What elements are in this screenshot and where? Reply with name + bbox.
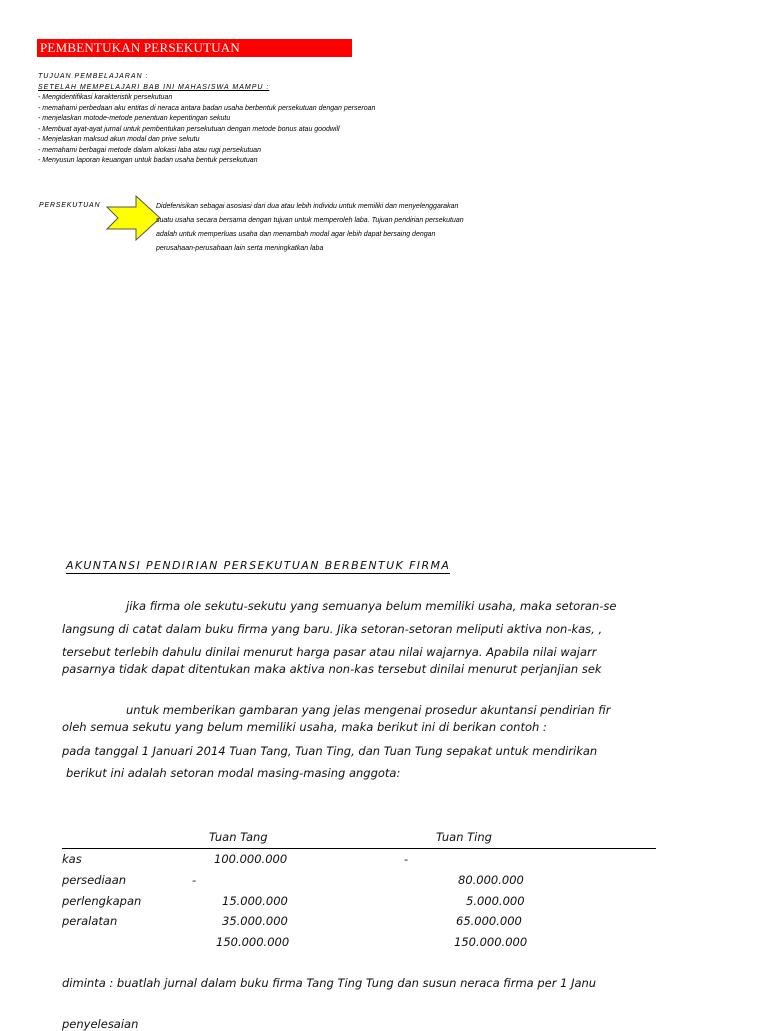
paragraph-line: oleh semua sekutu yang belum memiliki usaha, maka berikut ini di berikan contoh : [62,720,547,734]
objective-item: - memahami berbagai metode dalam alokasi laba atau rugi persekutuan [38,146,261,154]
objectives-subheading: SETELAH MEMPELAJARI BAB INI MAHASISWA MAMPU : [38,83,270,91]
row-label: persediaan [62,873,127,887]
paragraph-line: pada tanggal 1 Januari 2014 Tuan Tang, Tuan Ting, dan Tuan Tung sepakat untuk mendirikan [62,744,598,758]
page-title: PEMBENTUKAN PERSEKUTUAN [40,40,240,55]
cell-tang: 100.000.000 [214,852,288,866]
total-ting: 150.000.000 [454,935,528,949]
column-header-tuan-tang: Tuan Tang [209,830,268,844]
paragraph-line: untuk memberikan gambaran yang jelas mengenai prosedur akuntansi pendirian fir [126,703,611,717]
row-label: kas [62,852,82,866]
definition-line: Didefenisikan sebagai asosiasi dari dua atau lebih individu untuk memiliki dan menyelenggarakan [156,203,459,210]
paragraph-line: pasarnya tidak dapat ditentukan maka aktiva non-kas tersebut dinilai menurut perjanjian sek [62,662,602,676]
cell-ting: 65.000.000 [456,914,522,928]
task-instruction: diminta : buatlah jurnal dalam buku firma Tang Ting Tung dan susun neraca firma per 1 Janu [62,976,597,990]
definition-line: perusahaan-perusahaan lain serta meningkatkan laba [156,245,324,252]
paragraph-line: jika firma ole sekutu-sekutu yang semuanya belum memiliki usaha, maka setoran-se [126,599,617,613]
objective-item: - Membuat ayat-ayat jurnal untuk pembentukan persekutuan dengan metode bonus atau goodwill [38,125,340,133]
paragraph-line: langsung di catat dalam buku firma yang baru. Jika setoran-setoran meliputi aktiva non-kas, , [62,622,603,636]
row-label: perlengkapan [62,894,142,908]
row-label: peralatan [62,914,118,928]
definition-line: suatu usaha secara bersama dengan tujuan untuk memperoleh laba. Tujuan pendirian persekutuan [156,217,464,224]
objective-item: - Menyusun laporan keuangan untuk badan usaha bentuk persekutuan [38,157,258,164]
cell-tang: - [192,873,197,887]
paragraph-line: berikut ini adalah setoran modal masing-masing anggota: [66,766,401,780]
table-divider [62,848,656,849]
solution-heading: penyelesaian [62,1017,139,1031]
definition-label: PERSEKUTUAN [39,202,101,209]
definition-text [156,200,464,256]
cell-ting: 5.000.000 [466,894,525,908]
cell-ting: - [404,852,409,866]
objectives-list [38,72,375,167]
objective-item: - Menjelaskan maksud akun modal dan prive sekutu [38,136,200,143]
cell-ting: 80.000.000 [458,873,524,887]
section-title: AKUNTANSI PENDIRIAN PERSEKUTUAN BERBENTUK FIRMA [66,559,451,572]
cell-tang: 35.000.000 [222,914,288,928]
cell-tang: 15.000.000 [222,894,288,908]
objective-item: - Mengidentifikasi karakteristik persekutuan [38,94,173,101]
total-tang: 150.000.000 [216,935,290,949]
definition-line: adalah untuk memperluas usaha dan menambah modal agar lebih dapat bersaing dengan [156,231,436,238]
paragraph-line: tersebut terlebih dahulu dinilai menurut harga pasar atau nilai wajarnya. Apabila nilai wajarr [62,645,597,659]
objective-item: - memahami perbedaan aku entitas di neraca antara badan usaha berbentuk persekutuan dengan perseroan [38,104,376,112]
column-header-tuan-ting: Tuan Ting [436,830,492,844]
arrow-right-icon [106,195,162,241]
objective-item: - menjelaskan motode-metode penentuan kepentingan sekutu [38,115,231,122]
objectives-heading: TUJUAN PEMBELAJARAN : [38,73,149,80]
